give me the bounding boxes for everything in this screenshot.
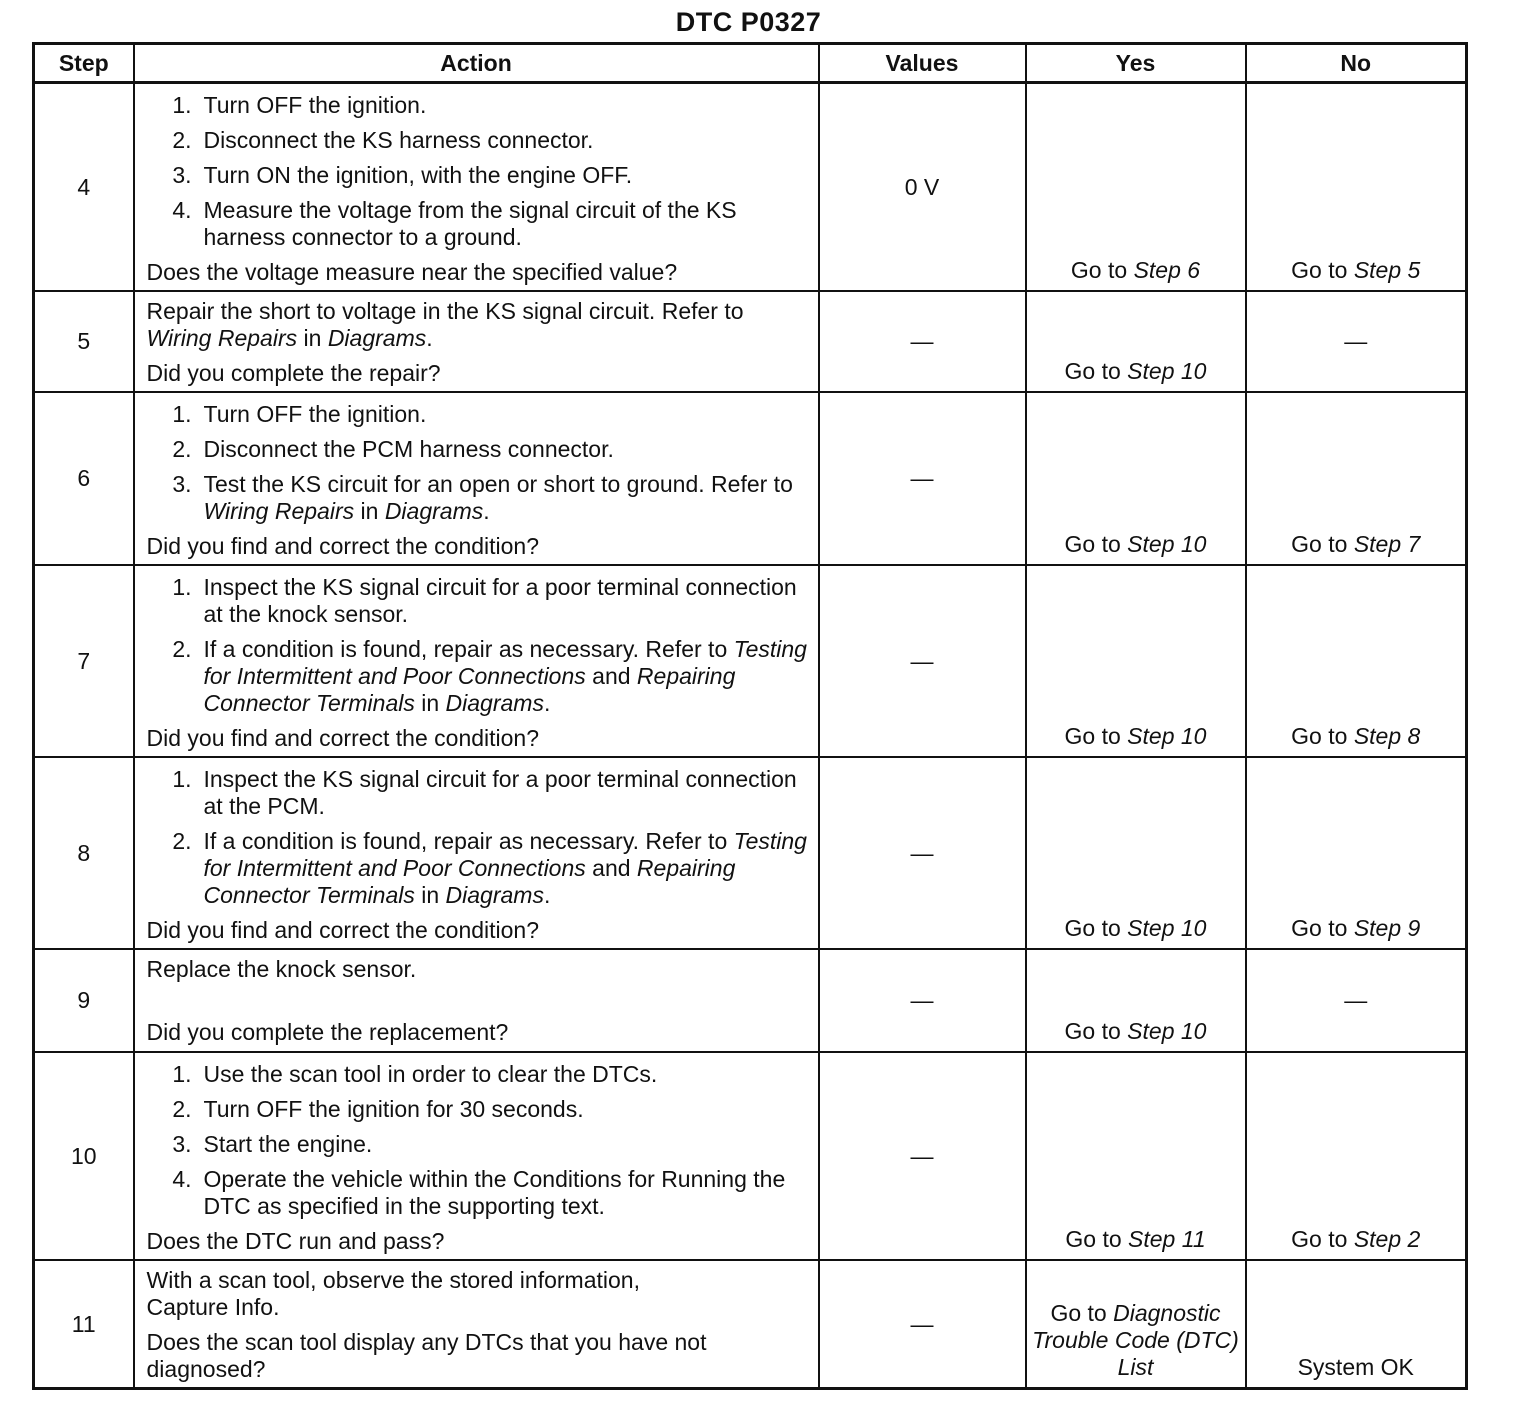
- action-cell: [134, 291, 819, 392]
- list-item: 4. Measure the voltage from the signal circuit of the KS harness connector to a ground.: [172, 197, 737, 250]
- yes-cell: Go to Diagnostic Trouble Code (DTC) List: [1026, 1260, 1246, 1389]
- diagnostic-table: [32, 42, 1468, 1390]
- list-item: 2. If a condition is found, repair as necessary. Refer to Testing for Intermittent and Poor Connections and Repairing Connector Terminals in Diagrams.: [172, 828, 807, 908]
- value-cell: —: [819, 757, 1026, 949]
- no-cell: System OK: [1246, 1260, 1467, 1389]
- step-link: Step 7: [1353, 531, 1421, 557]
- no-cell: Go to Step 2: [1246, 1052, 1467, 1260]
- step-link: Step 6: [1133, 257, 1201, 283]
- table-row: [34, 291, 1467, 392]
- value-cell: —: [819, 392, 1026, 565]
- list-item: 2. Disconnect the KS harness connector.: [172, 127, 594, 153]
- value-cell: —: [819, 565, 1026, 757]
- step-number: 10: [34, 1052, 134, 1260]
- page-title: DTC P0327: [675, 7, 822, 37]
- yes-cell: Go to Step 10: [1026, 291, 1246, 392]
- step-link: Step 10: [1127, 1018, 1207, 1044]
- value-cell: —: [819, 291, 1026, 392]
- yes-cell: Go to Step 10: [1026, 949, 1246, 1052]
- table-row: [34, 757, 1467, 949]
- no-cell: Go to Step 7: [1246, 392, 1467, 565]
- table-row: [34, 1052, 1467, 1260]
- list-item: 1. Turn OFF the ignition.: [172, 92, 427, 118]
- list-item: 4. Operate the vehicle within the Conditions for Running the DTC as specified in the supporting text.: [172, 1166, 786, 1219]
- step-link: Step 10: [1127, 915, 1207, 941]
- table-row: [34, 392, 1467, 565]
- question-text: Did you complete the replacement?: [146, 1019, 509, 1045]
- header-step: Step: [34, 44, 134, 83]
- instruction-text: Repair the short to voltage in the KS signal circuit. Refer to Wiring Repairs in Diagrams.: [146, 298, 744, 351]
- value-cell: 0 V: [819, 83, 1026, 292]
- list-item: 3. Turn ON the ignition, with the engine OFF.: [172, 162, 633, 188]
- no-cell: Go to Step 5: [1246, 83, 1467, 292]
- step-number: 7: [34, 565, 134, 757]
- action-cell: [134, 1260, 819, 1389]
- action-cell: [134, 949, 819, 1052]
- table-row: [34, 1260, 1467, 1389]
- no-cell: —: [1246, 949, 1467, 1052]
- yes-cell: Go to Step 10: [1026, 565, 1246, 757]
- yes-cell: Go to Step 10: [1026, 757, 1246, 949]
- question-text: Does the DTC run and pass?: [146, 1228, 445, 1254]
- action-cell: [134, 565, 819, 757]
- list-item: 2. Disconnect the PCM harness connector.: [172, 436, 614, 462]
- value-cell: —: [819, 949, 1026, 1052]
- table-row: [34, 949, 1467, 1052]
- list-item: 1. Use the scan tool in order to clear the DTCs.: [172, 1061, 658, 1087]
- question-text: Does the scan tool display any DTCs that you have not diagnosed?: [146, 1329, 707, 1382]
- table-row: [34, 83, 1467, 292]
- instruction-text: Replace the knock sensor.: [146, 956, 417, 982]
- value-cell: —: [819, 1260, 1026, 1389]
- step-link: Step 10: [1127, 723, 1207, 749]
- yes-cell: Go to Step 11: [1026, 1052, 1246, 1260]
- question-text: Did you find and correct the condition?: [146, 917, 540, 943]
- header-yes: Yes: [1026, 44, 1246, 83]
- step-number: 9: [34, 949, 134, 1052]
- step-link: Step 2: [1353, 1226, 1421, 1252]
- list-item: 3. Test the KS circuit for an open or short to ground. Refer to Wiring Repairs in Diagrams.: [172, 471, 793, 524]
- action-cell: [134, 83, 819, 292]
- list-item: 3. Start the engine.: [172, 1131, 373, 1157]
- list-item: 1. Inspect the KS signal circuit for a poor terminal connection at the knock sensor.: [172, 574, 797, 627]
- step-number: 5: [34, 291, 134, 392]
- instruction-text: With a scan tool, observe the stored information, Capture Info.: [146, 1267, 640, 1320]
- action-cell: [134, 757, 819, 949]
- value-cell: —: [819, 1052, 1026, 1260]
- question-text: Does the voltage measure near the specified value?: [146, 259, 678, 285]
- no-cell: Go to Step 8: [1246, 565, 1467, 757]
- step-number: 11: [34, 1260, 134, 1389]
- step-link: Step 11: [1128, 1226, 1206, 1252]
- step-number: 8: [34, 757, 134, 949]
- step-number: 4: [34, 83, 134, 292]
- question-text: Did you complete the repair?: [146, 360, 441, 386]
- header-no: No: [1246, 44, 1467, 83]
- question-text: Did you find and correct the condition?: [146, 725, 540, 751]
- step-link: Step 8: [1353, 723, 1421, 749]
- question-text: Did you find and correct the condition?: [146, 533, 540, 559]
- table-row: [34, 565, 1467, 757]
- header-row: [34, 44, 1467, 83]
- yes-cell: Go to Step 6: [1026, 83, 1246, 292]
- header-values: Values: [819, 44, 1026, 83]
- no-cell: —: [1246, 291, 1467, 392]
- action-cell: [134, 1052, 819, 1260]
- action-cell: [134, 392, 819, 565]
- step-link: Step 5: [1353, 257, 1421, 283]
- step-number: 6: [34, 392, 134, 565]
- step-link: Step 10: [1127, 358, 1207, 384]
- list-item: 2. If a condition is found, repair as necessary. Refer to Testing for Intermittent and Poor Connections and Repairing Connector Terminals in Diagrams.: [172, 636, 807, 716]
- step-link: Step 10: [1127, 531, 1207, 557]
- header-action: Action: [134, 44, 819, 83]
- list-item: 2. Turn OFF the ignition for 30 seconds.: [172, 1096, 584, 1122]
- list-item: 1. Inspect the KS signal circuit for a poor terminal connection at the PCM.: [172, 766, 797, 819]
- yes-cell: Go to Step 10: [1026, 392, 1246, 565]
- step-link: Step 9: [1353, 915, 1421, 941]
- list-item: 1. Turn OFF the ignition.: [172, 401, 427, 427]
- dtc-list-link: Diagnostic Trouble Code (DTC) List: [1032, 1300, 1239, 1380]
- no-cell: Go to Step 9: [1246, 757, 1467, 949]
